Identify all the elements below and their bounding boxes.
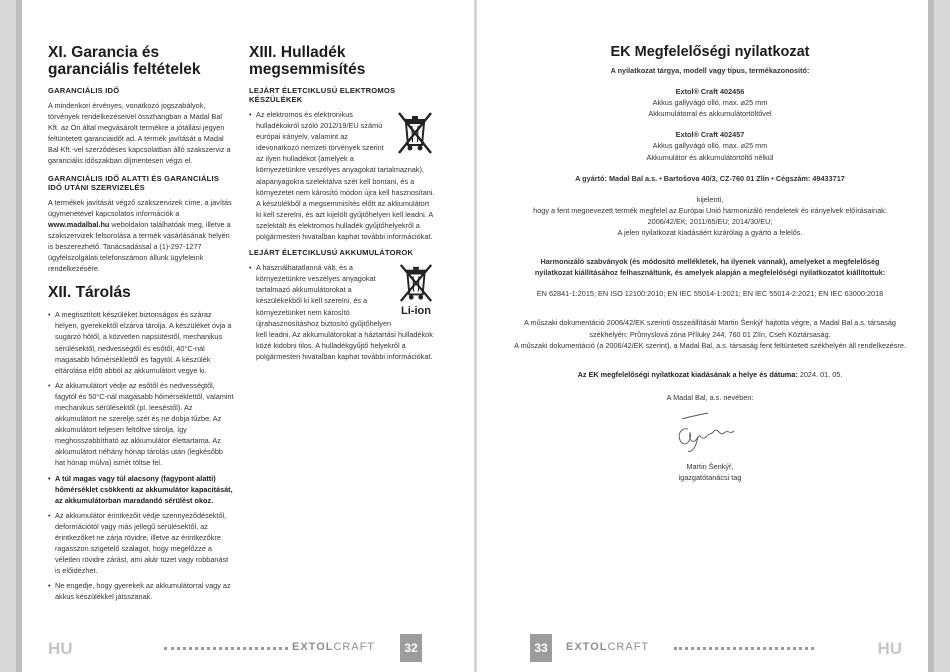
column-warranty-storage [48,44,234,607]
paragraph-warranty-period: A mindenkori érvényes, vonatkozó jogszabályok, törvények rendelkezéseivel összhangban a Madal Bal Kft. az Ön által megvásárolt termékre a jótállási jegyen feltüntetett garanciaidőt ad. A termék javítását a Madal Bal Kft.-vel szerződéses kapcsolatban álló szakszerviz a garanciális időszakban díjmentesen végzi el. [48,101,231,166]
storage-list [48,309,234,602]
signer-name: Martin Šenkýř, [686,461,734,471]
tech-doc-line-3: A műszaki dokumentáció (a 2006/42/EK szerint), a Madal Bal, a.s. társaság fent feltüntetett székhelyén áll rendelkezésre. [514,340,906,350]
brand-logo-left [292,641,375,653]
manufacturer-line: A gyártó: Madal Bal a.s. • Bartošova 40/3, CZ-760 01 Zlín • Cégszám: 49433717 [575,173,845,183]
place-date-label: Az EK megfelelőségi nyilatkozat kiadásának a helye és dátuma: [577,369,798,379]
language-label-left: HU [48,639,73,658]
footer-dots-right [674,647,814,650]
subheading-service: GARANCIÁLIS IDŐ ALATTI ÉS GARANCIÁLIS IDŐ UTÁNI SZERVIZELÉS [48,173,220,192]
page-footer [22,634,928,662]
tech-doc-line-1: A műszaki dokumentáció 2006/42/EK szerinti összeállítását Martin Šenkýř hajtotta végre, a Madal Bal a.s. társaság [524,318,896,328]
service-text-a: A termékek javítását végző szakszervizek címe, a javítás ügymenetével kapcsolatos információk a [48,197,232,218]
crossed-bin-icon [395,111,435,158]
responsibility-line: A jelen nyilatkozat kiadásáért kizárólag a gyártó a felelős. [617,228,803,238]
disposal-batteries-text: A használhatatlanná vált, és a környezetünkre veszélyes anyagokat tartalmazó akkumulátorokat a készülékekből ki kell szerelni, és a környezetünket nem károsító újrahasznosításhoz biztosító gyűjtőhelyen kell leadni. Az akkumulátorokat a háztartási hulladékok közé kidobni tilos. A hulladékgyűjtő helyekről a polgármesteri hivatalban kaphat további információkat. [256,263,433,361]
brand-bold: EXTOL [292,641,334,653]
li-ion-label: • Li-ion [401,305,431,318]
page-edge-right [928,0,950,672]
list-item: • Az akkumulátort védje az esőtől és nedvességtől, fagytól és 50°C-nál magasabb hőmérséklettől, valamint mechanikus sérülésektől (pl. leeséstől). Az akkumulátort ne szerelje szét és ne dobja tűzbe. Az akkumulátort teljesen feltöltve tárolja, így meghosszabbítható az akkumulátor élettartama. Az akkumulátort néhány hónap tárolás után (legkésőbb hat hónap múlva) ismét töltse fel. [48,380,234,469]
disposal-list-batteries [249,262,435,362]
section-title-disposal: XIII. Hulladék megsemmisítés [249,44,366,78]
signer-role: igazgatótanácsi tag [678,472,742,482]
list-item: • Ne engedje, hogy gyerekek az akkumulátorral vagy az akkus készülékkel játsszanak. [48,580,234,602]
place-date-line [500,369,920,380]
standards-heading-1: Harmonizáló szabványok (és módosító mellékletek, ha ilyenek vannak), amelyeket a megfelelőség [540,257,880,267]
subheading-batteries: LEJÁRT ÉLETCIKLUSÚ AKKUMULÁTOROK [249,248,414,258]
service-text-b: weboldalon találhatóak meg, illetve a szakszervizek felsorolása a termék vásárlásának helyén is beszerezhető. Tanácsadással a (1)-297-1277 ügyfélszolgálati telefonszámon állunk ügyfeleink rendelkezésére. [48,219,231,274]
standards-list: EN 62841-1:2015; EN ISO 12100:2010; EN IEC 55014-1:2021; EN IEC 55014-2:2021; EN IEC 63000:2018 [536,289,884,299]
footer-dots-left [164,647,288,650]
disposal-list-devices [249,109,435,242]
li-ion-bin-icon [397,264,435,317]
brand-bold: EXTOL [566,641,608,653]
language-label-right: HU [877,639,902,658]
book-spine [474,0,477,672]
section-title-warranty: XI. Garancia és garanciális feltételek [48,44,201,78]
page-number-right: 33 [530,634,552,662]
product-2-desc: Akkus gallyvágó olló, max. ⌀25 mm [652,141,768,151]
declares-line-2: hogy a fent megnevezett termék megfelel az Európai Unió harmonizáló rendeletek és irányelvek előírásainak: [533,205,887,215]
paragraph-service [48,197,234,275]
list-item [249,109,435,242]
product-1-name: Extol® Craft 402456 [675,87,745,97]
list-item: • Az akkumulátor érintkezőit védje szennyeződésektől, deformációtól vagy más jellegű sérülésektől, az érintkezőket ne zárja rövidre, illetve az érintkezőkre ragasszon szigetelő szalagot, hogy megelőzze a véletlen rövidre zárást, ami akár tüzet vagy robbanást is előidézhet. [48,510,234,577]
directives-line: 2006/42/EK; 2011/65/EU; 2014/30/EU; [647,216,773,226]
declaration-title: EK Megfelelőségi nyilatkozat [610,44,810,60]
section-title-storage: XII. Tárolás [48,284,131,302]
product-1-variant: Akkumulátorral és akkumulátortöltővel [648,109,772,119]
subheading-electric-devices: LEJÁRT ÉLETCIKLUSÚ ELEKTROMOS KÉSZÜLÉKEK [249,86,396,104]
tech-doc-line-2: székhelyén: Průmyslová zóna Příluky 244, 760 01 Zlín, Cseh Köztársaság. [589,329,831,339]
brand-light: CRAFT [333,641,376,653]
column-disposal [249,44,435,366]
subheading-warranty-period: GARANCIÁLIS IDŐ [48,86,120,95]
declaration-subject: A nyilatkozat tárgya, modell vagy típus, termékazonosító: [610,66,810,75]
place-date-value: 2024. 01. 05. [799,369,843,379]
product-2-variant: Akkumulátor és akkumulátortöltő nélkül [646,152,774,162]
page-number-left: 32 [400,634,422,662]
disposal-devices-text: Az elektromos és elektronikus hulladékokról szóló 2012/19/EU számú európai irányelv, valamint az idevonatkozó nemzeti törvények szerint az ilyen hulladékot (amelyek a környezetünkre veszélyes anyagokat tartalmaznak), alapanyagokra szelektálva szét kell bontani, és a környezetet nem károsító módon újra kell hasznosítani. A készülékből a megsemmisítés előtt az akkumulátort ki kell szerelni, és azt kijelölt gyűjtőhelyen kell leadni. A szelektált és elektromos hulladék gyűjtőhelyekről a polgármesteri hivatalban kaphat további információkat. [256,110,435,242]
on-behalf-line: A Madal Bal, a.s. nevében: [666,392,754,402]
ec-declaration [500,44,920,483]
signature [500,403,920,461]
standards-heading-2: nyilatkozat kiállításához felhasználtunk, és amelyek alapján a megfelelőségi nyilatkozatot kiállítottuk: [534,268,886,278]
brand-logo-right [566,641,649,653]
brand-light: CRAFT [607,641,650,653]
list-item: • A túl magas vagy túl alacsony (fagypont alatti) hőmérséklet csökkenti az akkumulátor kapacitását, az akkumulátorban maradandó sérülést okoz. [48,473,234,506]
list-item: • A megtisztított készüléket biztonságos és száraz helyen, gyerekektől elzárva tárolja. A készüléket óvja a sugárzó hőtől, a közvetlen napsütéstől, mechanikus sérülésektől, nedvességtől és esőtől, 40°C-nál magasabb hőmérséklettől és fagytól. A készülék eltárolása előtt abból az akkumulátort vegye ki. [48,309,234,376]
list-item [249,262,435,362]
website-link[interactable]: www.madalbal.hu [48,219,110,229]
page-edge-left [0,0,22,672]
product-2-name: Extol® Craft 402457 [675,130,745,140]
product-1-desc: Akkus gallyvágó olló, max. ⌀25 mm [652,98,768,108]
declares-line-1: kijelenti, [696,194,724,204]
